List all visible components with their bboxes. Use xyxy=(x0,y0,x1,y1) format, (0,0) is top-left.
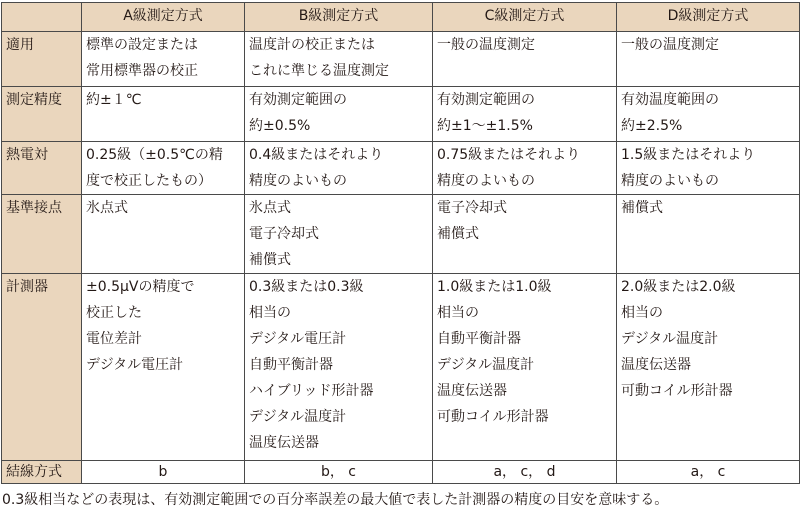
row-instrument xyxy=(2,274,800,461)
cell-line: 約±１℃ xyxy=(86,92,142,108)
cell-line: デジタル電圧計 xyxy=(249,331,347,347)
cell-line: 氷点式 xyxy=(249,200,291,216)
cell-line: これに準じる温度測定 xyxy=(249,63,389,79)
cell-line: 電位差計 xyxy=(86,331,142,347)
cell-line: 一般の温度測定 xyxy=(621,37,719,53)
header-class-d: D級測定方式 xyxy=(617,3,800,32)
cell-class-d xyxy=(617,461,800,484)
cell-line: 精度のよいもの xyxy=(249,173,347,189)
cell-line: デジタル温度計 xyxy=(249,409,347,425)
row-label: 測定精度 xyxy=(2,87,82,142)
cell-line: 0.75級またはそれより xyxy=(437,147,581,163)
cell-line: 一般の温度測定 xyxy=(437,37,535,53)
table-header-row xyxy=(2,3,800,32)
row-thermocouple xyxy=(2,142,800,195)
cell-line: b， c xyxy=(320,464,357,480)
row-label: 熱電対 xyxy=(2,142,82,195)
cell-line: 約±0.5% xyxy=(249,118,311,134)
cell-line: 電子冷却式 xyxy=(437,200,507,216)
cell-line: 0.4級またはそれより xyxy=(249,147,384,163)
cell-line: 相当の xyxy=(249,305,291,321)
header-class-c: C級測定方式 xyxy=(433,3,617,32)
cell-line: 0.25級（±0.5℃の精 xyxy=(86,147,223,163)
cell-class-d xyxy=(617,274,800,461)
cell-line: 電子冷却式 xyxy=(249,226,319,242)
cell-line: 1.5級またはそれより xyxy=(621,147,756,163)
row-reference-junction xyxy=(2,195,800,274)
header-class-a: A級測定方式 xyxy=(82,3,245,32)
cell-line: 1.0級または1.0級 xyxy=(437,279,552,295)
cell-line: 補償式 xyxy=(249,252,291,268)
cell-line: 0.3級または0.3級 xyxy=(249,279,364,295)
cell-line: 有効測定範囲の xyxy=(437,92,535,108)
cell-class-d xyxy=(617,142,800,195)
cell-class-a xyxy=(82,274,245,461)
footnote: 0.3級相当などの表現は、有効測定範囲での百分率誤差の最大値で表した計測器の精度の目安を意味する。 xyxy=(2,492,669,508)
cell-line: デジタル温度計 xyxy=(621,331,719,347)
cell-class-a xyxy=(82,195,245,274)
cell-line: a， c xyxy=(690,464,726,480)
row-wiring xyxy=(2,461,800,484)
cell-line: 2.0級または2.0級 xyxy=(621,279,736,295)
header-corner-cell xyxy=(2,3,82,32)
cell-class-c xyxy=(433,87,617,142)
cell-class-a xyxy=(82,87,245,142)
row-label: 計測器 xyxy=(2,274,82,461)
cell-class-c xyxy=(433,461,617,484)
cell-class-d xyxy=(617,87,800,142)
cell-line: 可動コイル形計器 xyxy=(437,409,549,425)
cell-class-b xyxy=(245,87,433,142)
cell-line: 精度のよいもの xyxy=(621,173,719,189)
cell-line: 温度計の校正または xyxy=(249,37,375,53)
cell-class-b xyxy=(245,461,433,484)
cell-line: 標準の設定または xyxy=(86,37,198,53)
header-class-b: B級測定方式 xyxy=(245,3,433,32)
cell-line: デジタル電圧計 xyxy=(86,357,184,373)
cell-line: 温度伝送器 xyxy=(437,383,507,399)
row-label: 適用 xyxy=(2,32,82,87)
cell-line: 補償式 xyxy=(621,200,663,216)
cell-class-b xyxy=(245,195,433,274)
cell-line: 温度伝送器 xyxy=(621,357,691,373)
cell-line: デジタル温度計 xyxy=(437,357,535,373)
cell-class-c xyxy=(433,142,617,195)
cell-class-a xyxy=(82,32,245,87)
cell-line: 補償式 xyxy=(437,226,479,242)
cell-line: 温度伝送器 xyxy=(249,435,319,451)
cell-line: 精度のよいもの xyxy=(437,173,535,189)
row-label: 結線方式 xyxy=(2,461,82,484)
cell-line: 約±2.5% xyxy=(621,118,683,134)
measurement-method-table xyxy=(1,2,800,484)
cell-line: 相当の xyxy=(437,305,479,321)
cell-line: 自動平衡計器 xyxy=(249,357,333,373)
cell-line: 約±1～±1.5% xyxy=(437,118,533,134)
cell-class-a xyxy=(82,142,245,195)
row-accuracy xyxy=(2,87,800,142)
cell-line: 氷点式 xyxy=(86,200,128,216)
cell-class-d xyxy=(617,32,800,87)
cell-line: 常用標準器の校正 xyxy=(86,63,198,79)
row-application xyxy=(2,32,800,87)
table-body xyxy=(2,32,800,484)
cell-line: ±0.5μVの精度で xyxy=(86,279,195,295)
cell-class-b xyxy=(245,32,433,87)
cell-class-b xyxy=(245,274,433,461)
row-label: 基準接点 xyxy=(2,195,82,274)
cell-line: 自動平衡計器 xyxy=(437,331,521,347)
cell-line: ハイブリッド形計器 xyxy=(249,383,374,399)
cell-line: 校正した xyxy=(86,305,142,321)
cell-line: b xyxy=(158,464,168,480)
cell-class-d xyxy=(617,195,800,274)
cell-line: 相当の xyxy=(621,305,663,321)
cell-line: a， c， d xyxy=(493,464,556,480)
cell-class-b xyxy=(245,142,433,195)
cell-class-c xyxy=(433,274,617,461)
cell-class-c xyxy=(433,32,617,87)
cell-class-c xyxy=(433,195,617,274)
cell-line: 有効温度範囲の xyxy=(621,92,719,108)
cell-line: 度で校正したもの） xyxy=(86,173,212,189)
cell-line: 有効測定範囲の xyxy=(249,92,347,108)
cell-line: 可動コイル形計器 xyxy=(621,383,733,399)
cell-class-a xyxy=(82,461,245,484)
